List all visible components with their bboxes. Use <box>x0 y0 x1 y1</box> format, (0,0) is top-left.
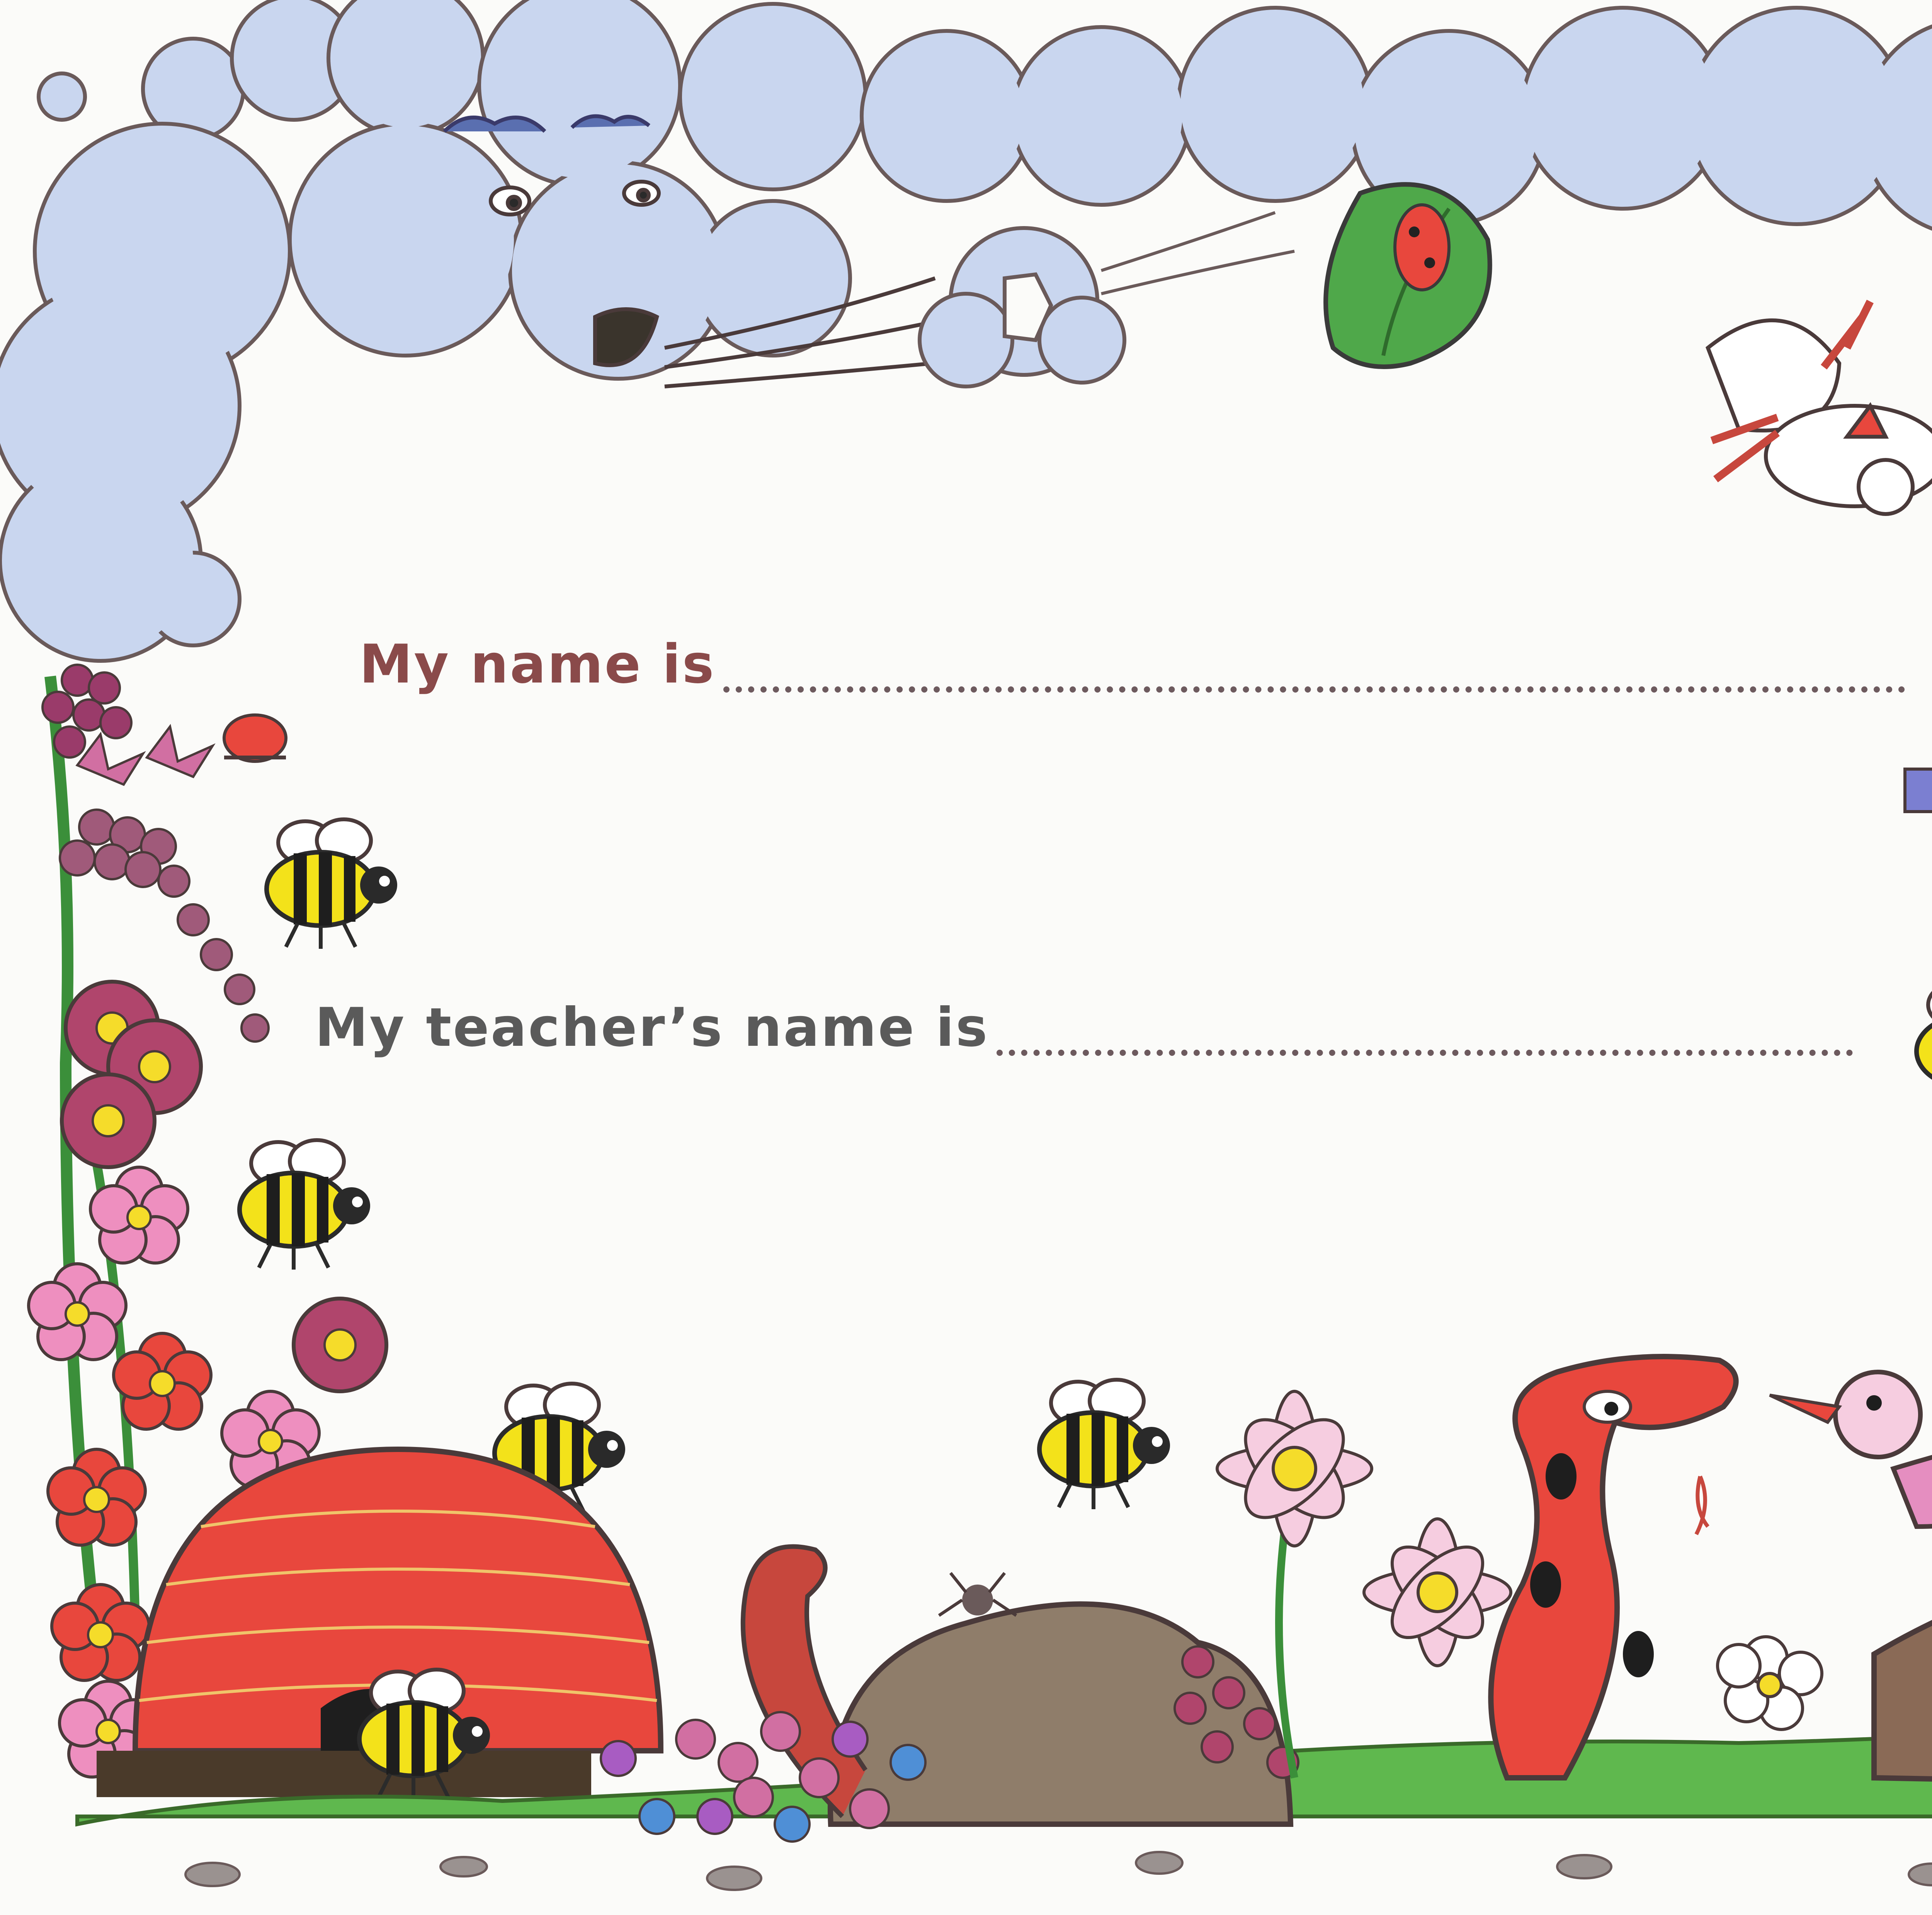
bee-icon <box>267 819 397 949</box>
teacher-name-field[interactable] <box>315 996 1853 1060</box>
bee-icon <box>1917 982 1932 1111</box>
name-label: My name is <box>359 633 716 695</box>
bird-icon <box>1708 301 1932 514</box>
bee-icon <box>1039 1380 1170 1509</box>
suitcase-icon <box>1874 1546 1932 1786</box>
mouse-with-barbell-icon <box>1905 742 1932 904</box>
name-dotted-line[interactable] <box>723 686 1905 693</box>
pink-bird-icon <box>1770 1372 1932 1527</box>
bee-icon <box>240 1140 370 1270</box>
name-field[interactable] <box>359 633 1905 696</box>
right-flower-column <box>1905 493 1932 1816</box>
teacher-name-label: My teacher’s name is <box>315 996 989 1059</box>
spider-icon <box>939 1573 1016 1615</box>
pebbles <box>185 1852 1932 1890</box>
snake-icon <box>1491 1357 1736 1778</box>
teacher-name-dotted-line[interactable] <box>997 1050 1853 1056</box>
small-puff-cloud <box>920 228 1124 386</box>
beehive-icon <box>97 1449 661 1799</box>
leaf-with-ladybird-icon <box>1326 184 1490 367</box>
snail-icon <box>224 715 286 761</box>
